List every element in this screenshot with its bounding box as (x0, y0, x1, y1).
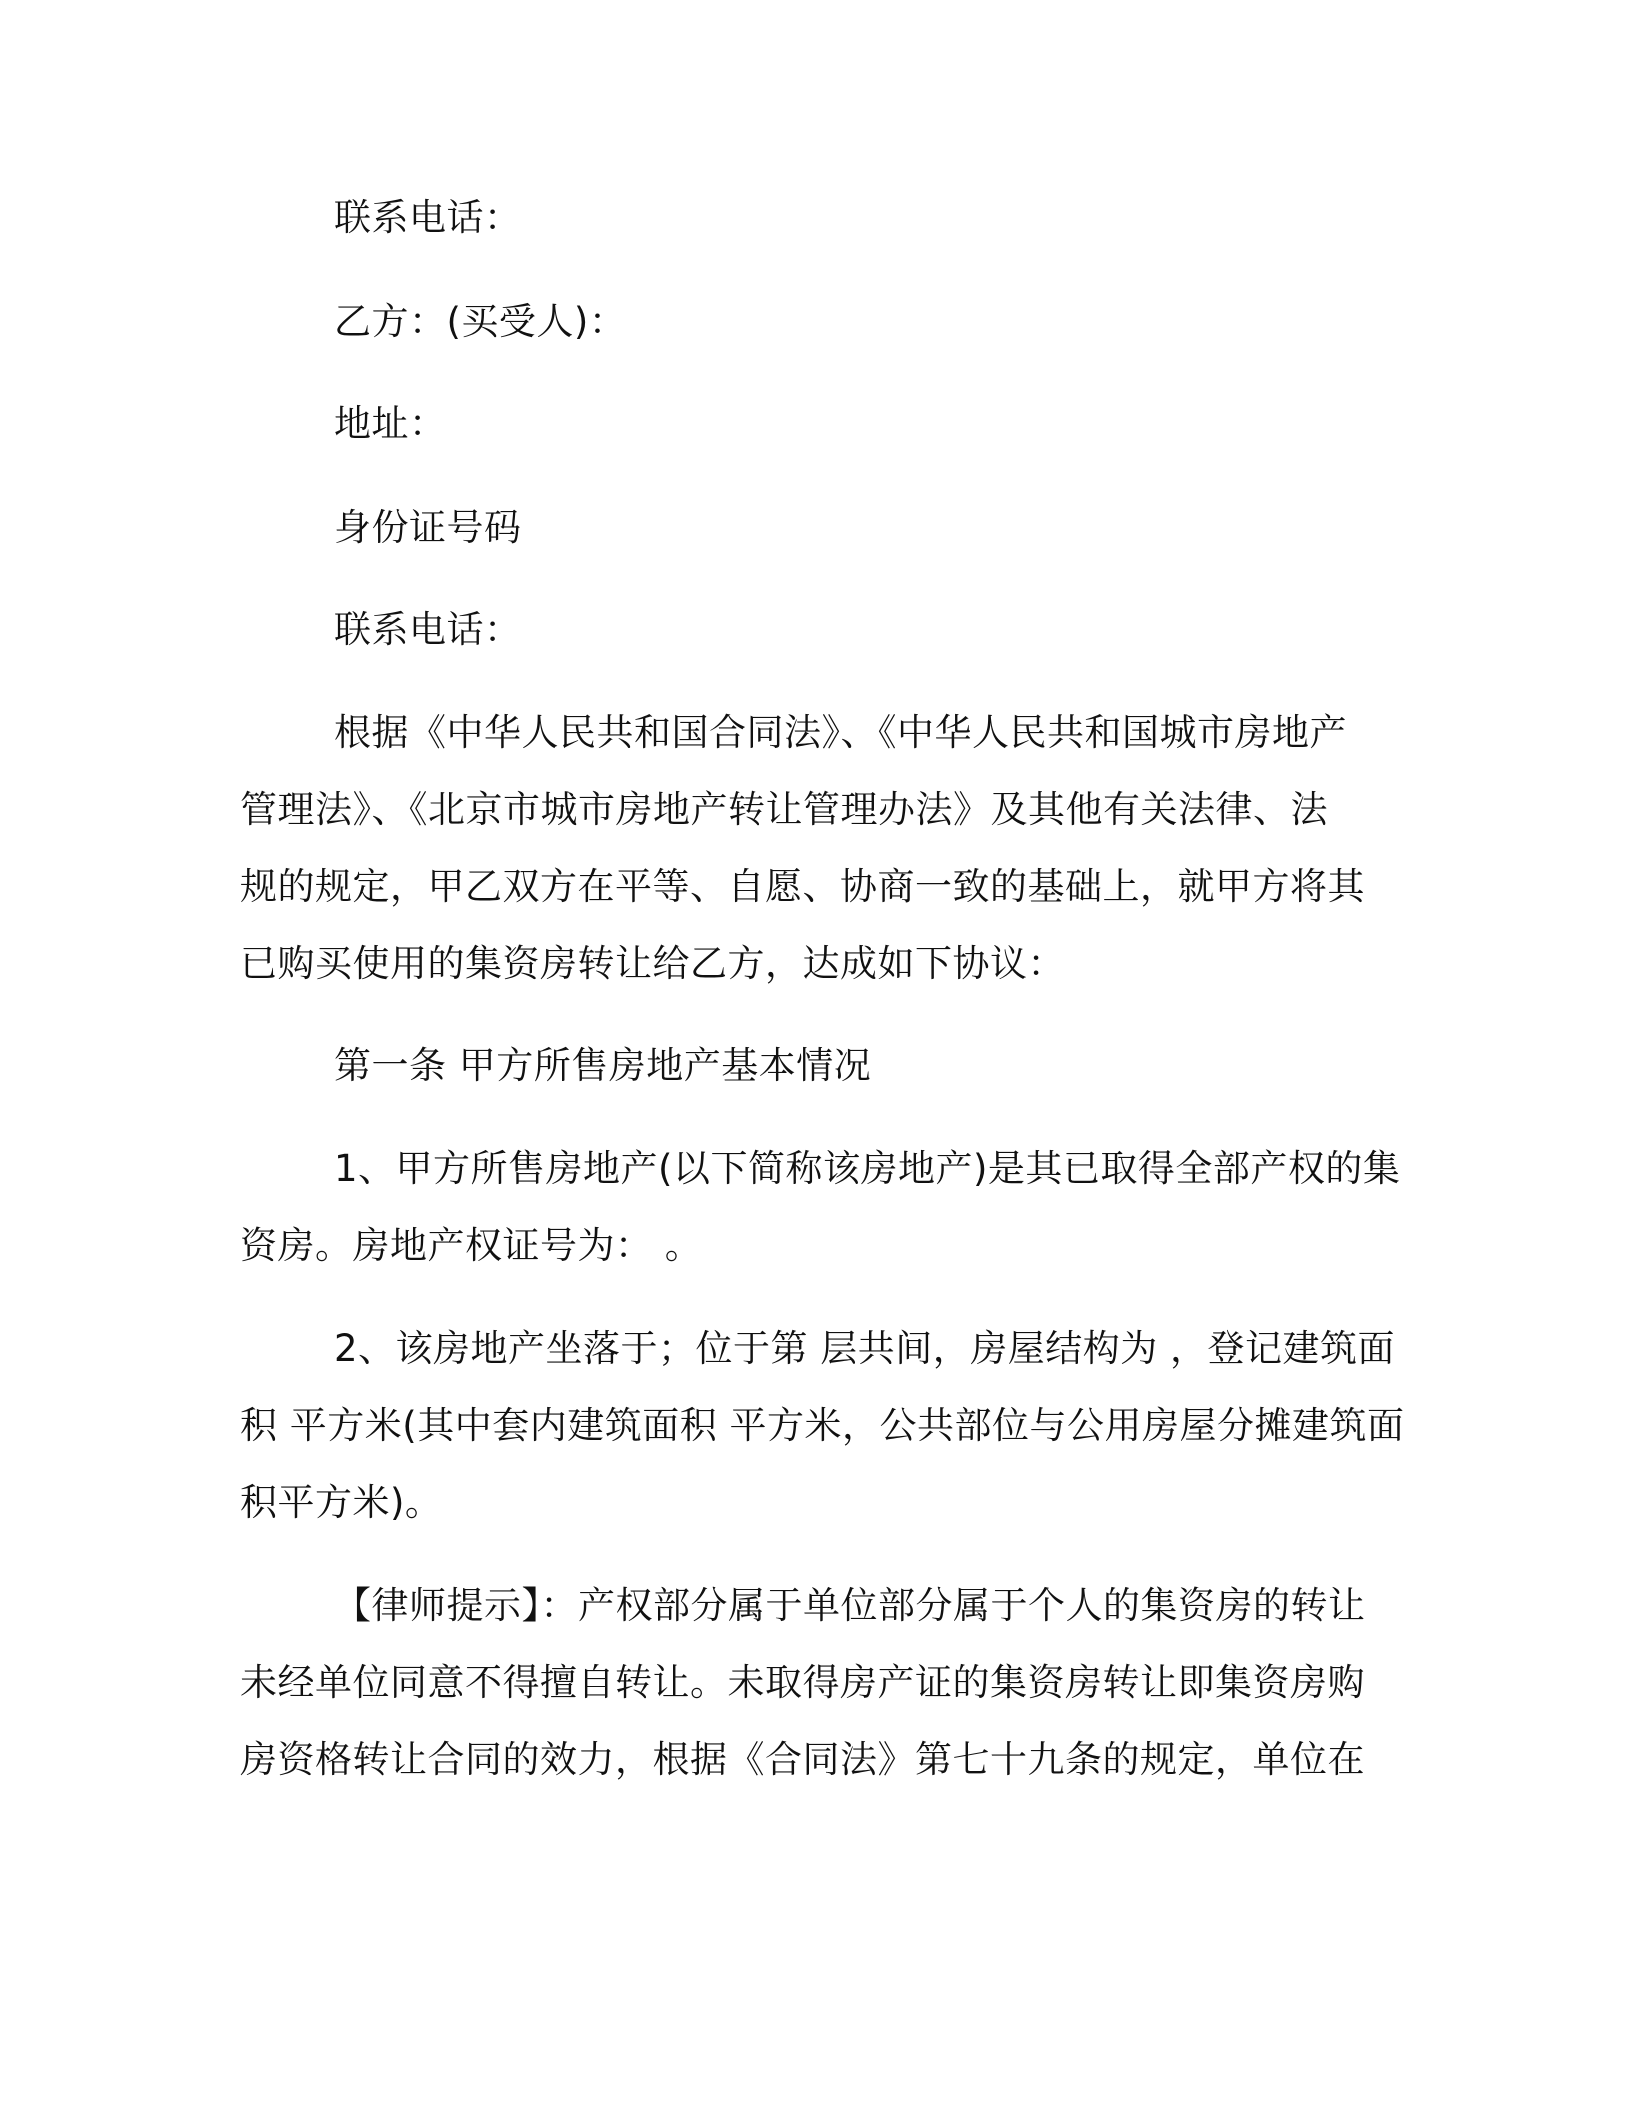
preamble-line-3: 规的规定，甲乙双方在平等、自愿、协商一致的基础上，就甲方将其 (240, 865, 1365, 908)
clause-1-line-1: 1、甲方所售房地产(以下简称该房地产)是其已取得全部产权的集 (334, 1147, 1401, 1190)
id-number-label: 身份证号码 (334, 506, 522, 549)
preamble-line-4: 已购买使用的集资房转让给乙方，达成如下协议： (240, 942, 1065, 985)
address-label: 地址： (334, 402, 447, 445)
seller-phone-label: 联系电话： (334, 196, 522, 239)
preamble-line-1: 根据《中华人民共和国合同法》、《中华人民共和国城市房地产 (334, 711, 1347, 754)
party-b-buyer-label: 乙方：(买受人)： (334, 300, 627, 343)
lawyer-tip-line-1: 【律师提示】：产权部分属于单位部分属于个人的集资房的转让 (334, 1584, 1366, 1627)
article-one-heading: 第一条 甲方所售房地产基本情况 (334, 1044, 872, 1087)
buyer-phone-label: 联系电话： (334, 608, 522, 651)
lawyer-tip-line-2: 未经单位同意不得擅自转让。未取得房产证的集资房转让即集资房购 (240, 1661, 1365, 1704)
lawyer-tip-line-3: 房资格转让合同的效力，根据《合同法》第七十九条的规定，单位在 (240, 1738, 1365, 1781)
preamble-line-2: 管理法》、《北京市城市房地产转让管理办法》及其他有关法律、法 (240, 788, 1328, 831)
clause-1-line-2: 资房。房地产权证号为： 。 (240, 1224, 703, 1267)
clause-2-line-3: 积平方米)。 (240, 1481, 443, 1524)
clause-2-line-2: 积 平方米(其中套内建筑面积 平方米，公共部位与公用房屋分摊建筑面 (240, 1404, 1405, 1447)
clause-2-line-1: 2、该房地产坐落于；位于第 层共间，房屋结构为 ，登记建筑面 (334, 1327, 1396, 1370)
